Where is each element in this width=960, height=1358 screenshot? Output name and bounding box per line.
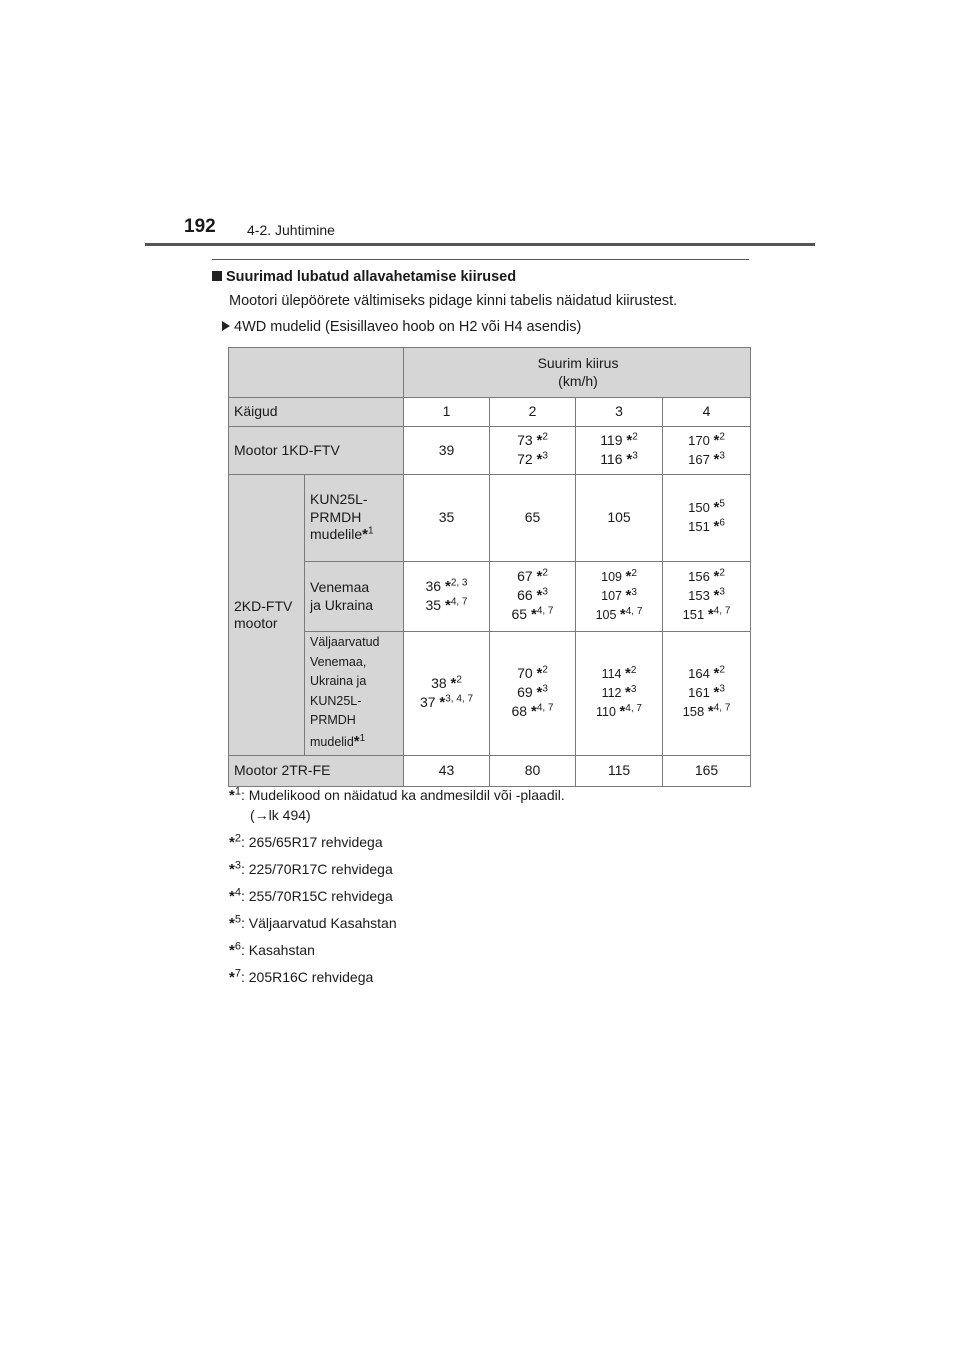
cell-g4: 165 — [663, 756, 751, 787]
footnote-6: *$^6$: Kasahstan — [229, 939, 315, 959]
table-row-2tr-fe — [229, 756, 751, 787]
cell-g3: 109 *$^2$ 107 *$^3$ 105 *$^{4, 7}$ — [576, 562, 663, 632]
heading — [212, 269, 516, 285]
cell-g3: 105 — [576, 475, 663, 562]
gears-label: Käigud — [229, 398, 404, 427]
square-bullet-icon — [212, 271, 222, 281]
cell-g1: 38 *$^2$ 37 *$^{3, 4, 7}$ — [404, 632, 490, 756]
footnote-3: *$^3$: 225/70R17C rehvidega — [229, 858, 393, 878]
footnotes — [229, 785, 565, 994]
heading-text: Suurimad lubatud allavahetamise kiirused — [226, 269, 517, 285]
intro-text: Mootori ülepöörete vältimiseks pidage kinni tabelis näidatud kiirustest. — [229, 293, 678, 309]
row-label: Väljaarvatud Venemaa, Ukraina ja KUN25L- PRMDH mudelid*$^1$ — [305, 632, 404, 756]
row-label: Mootor 1KD-FTV — [229, 427, 404, 475]
cell-g1: 35 — [404, 475, 490, 562]
cell-g3: 115 — [576, 756, 663, 787]
row-label: Venemaa ja Ukraina — [305, 562, 404, 632]
cell-g1: 36 *$^{2, 3}$ 35 *$^{4, 7}$ — [404, 562, 490, 632]
empty-header-cell — [229, 348, 404, 398]
cell-g1: 43 — [404, 756, 490, 787]
footnote-2: *$^2$: 265/65R17 rehvidega — [229, 831, 383, 851]
table-row-1kd-ftv — [229, 427, 751, 475]
table-row-kun25l — [229, 475, 751, 562]
cell-g4: 150 *$^5$ 151 *$^6$ — [663, 475, 751, 562]
footnote-4: *$^4$: 255/70R15C rehvidega — [229, 885, 393, 905]
cell-g4: 170 *$^2$ 167 *$^3$ — [663, 427, 751, 475]
max-speed-header: Suurim kiirus (km/h) — [404, 348, 751, 398]
table-row-venemaa — [229, 562, 751, 632]
section-title: 4-2. Juhtimine — [247, 222, 335, 238]
cell-g2: 70 *$^2$ 69 *$^3$ 68 *$^{4, 7}$ — [490, 632, 576, 756]
header-rule — [145, 243, 815, 246]
gear-2: 2 — [490, 398, 576, 427]
row-label: KUN25L- PRMDH mudelile*$^1$ — [305, 475, 404, 562]
table-header-row — [229, 348, 751, 398]
footnote-7: *$^7$: 205R16C rehvidega — [229, 966, 374, 986]
footnote-5: *$^5$: Väljaarvatud Kasahstan — [229, 912, 397, 932]
section-divider — [212, 259, 749, 260]
gear-4: 4 — [663, 398, 751, 427]
triangle-bullet-icon — [222, 321, 230, 331]
cell-g2: 73 *$^2$ 72 *$^3$ — [490, 427, 576, 475]
cell-g2: 80 — [490, 756, 576, 787]
page-number: 192 — [184, 216, 216, 237]
cell-g1: 39 — [404, 427, 490, 475]
row-label: Mootor 2TR-FE — [229, 756, 404, 787]
group-label-2kd-ftv: 2KD-FTV mootor — [229, 475, 305, 756]
cell-g2: 67 *$^2$ 66 *$^3$ 65 *$^{4, 7}$ — [490, 562, 576, 632]
cell-g3: 119 *$^2$ 116 *$^3$ — [576, 427, 663, 475]
gear-3: 3 — [576, 398, 663, 427]
speed-table — [228, 347, 751, 787]
table-row-valjaarvatud — [229, 632, 751, 756]
cell-g2: 65 — [490, 475, 576, 562]
gear-1: 1 — [404, 398, 490, 427]
bullet-item — [222, 319, 581, 335]
cell-g4: 164 *$^2$ 161 *$^3$ 158 *$^{4, 7}$ — [663, 632, 751, 756]
cell-g3: 114 *$^2$ 112 *$^3$ 110 *$^{4, 7}$ — [576, 632, 663, 756]
gears-row — [229, 398, 751, 427]
footnote-1: *$^1$: Mudelikood on näidatud ka andmesildil või -plaadil. (→lk 494) — [229, 785, 565, 823]
bullet-text: 4WD mudelid (Esisillaveo hoob on H2 või H4 asendis) — [234, 319, 582, 335]
cell-g4: 156 *$^2$ 153 *$^3$ 151 *$^{4, 7}$ — [663, 562, 751, 632]
